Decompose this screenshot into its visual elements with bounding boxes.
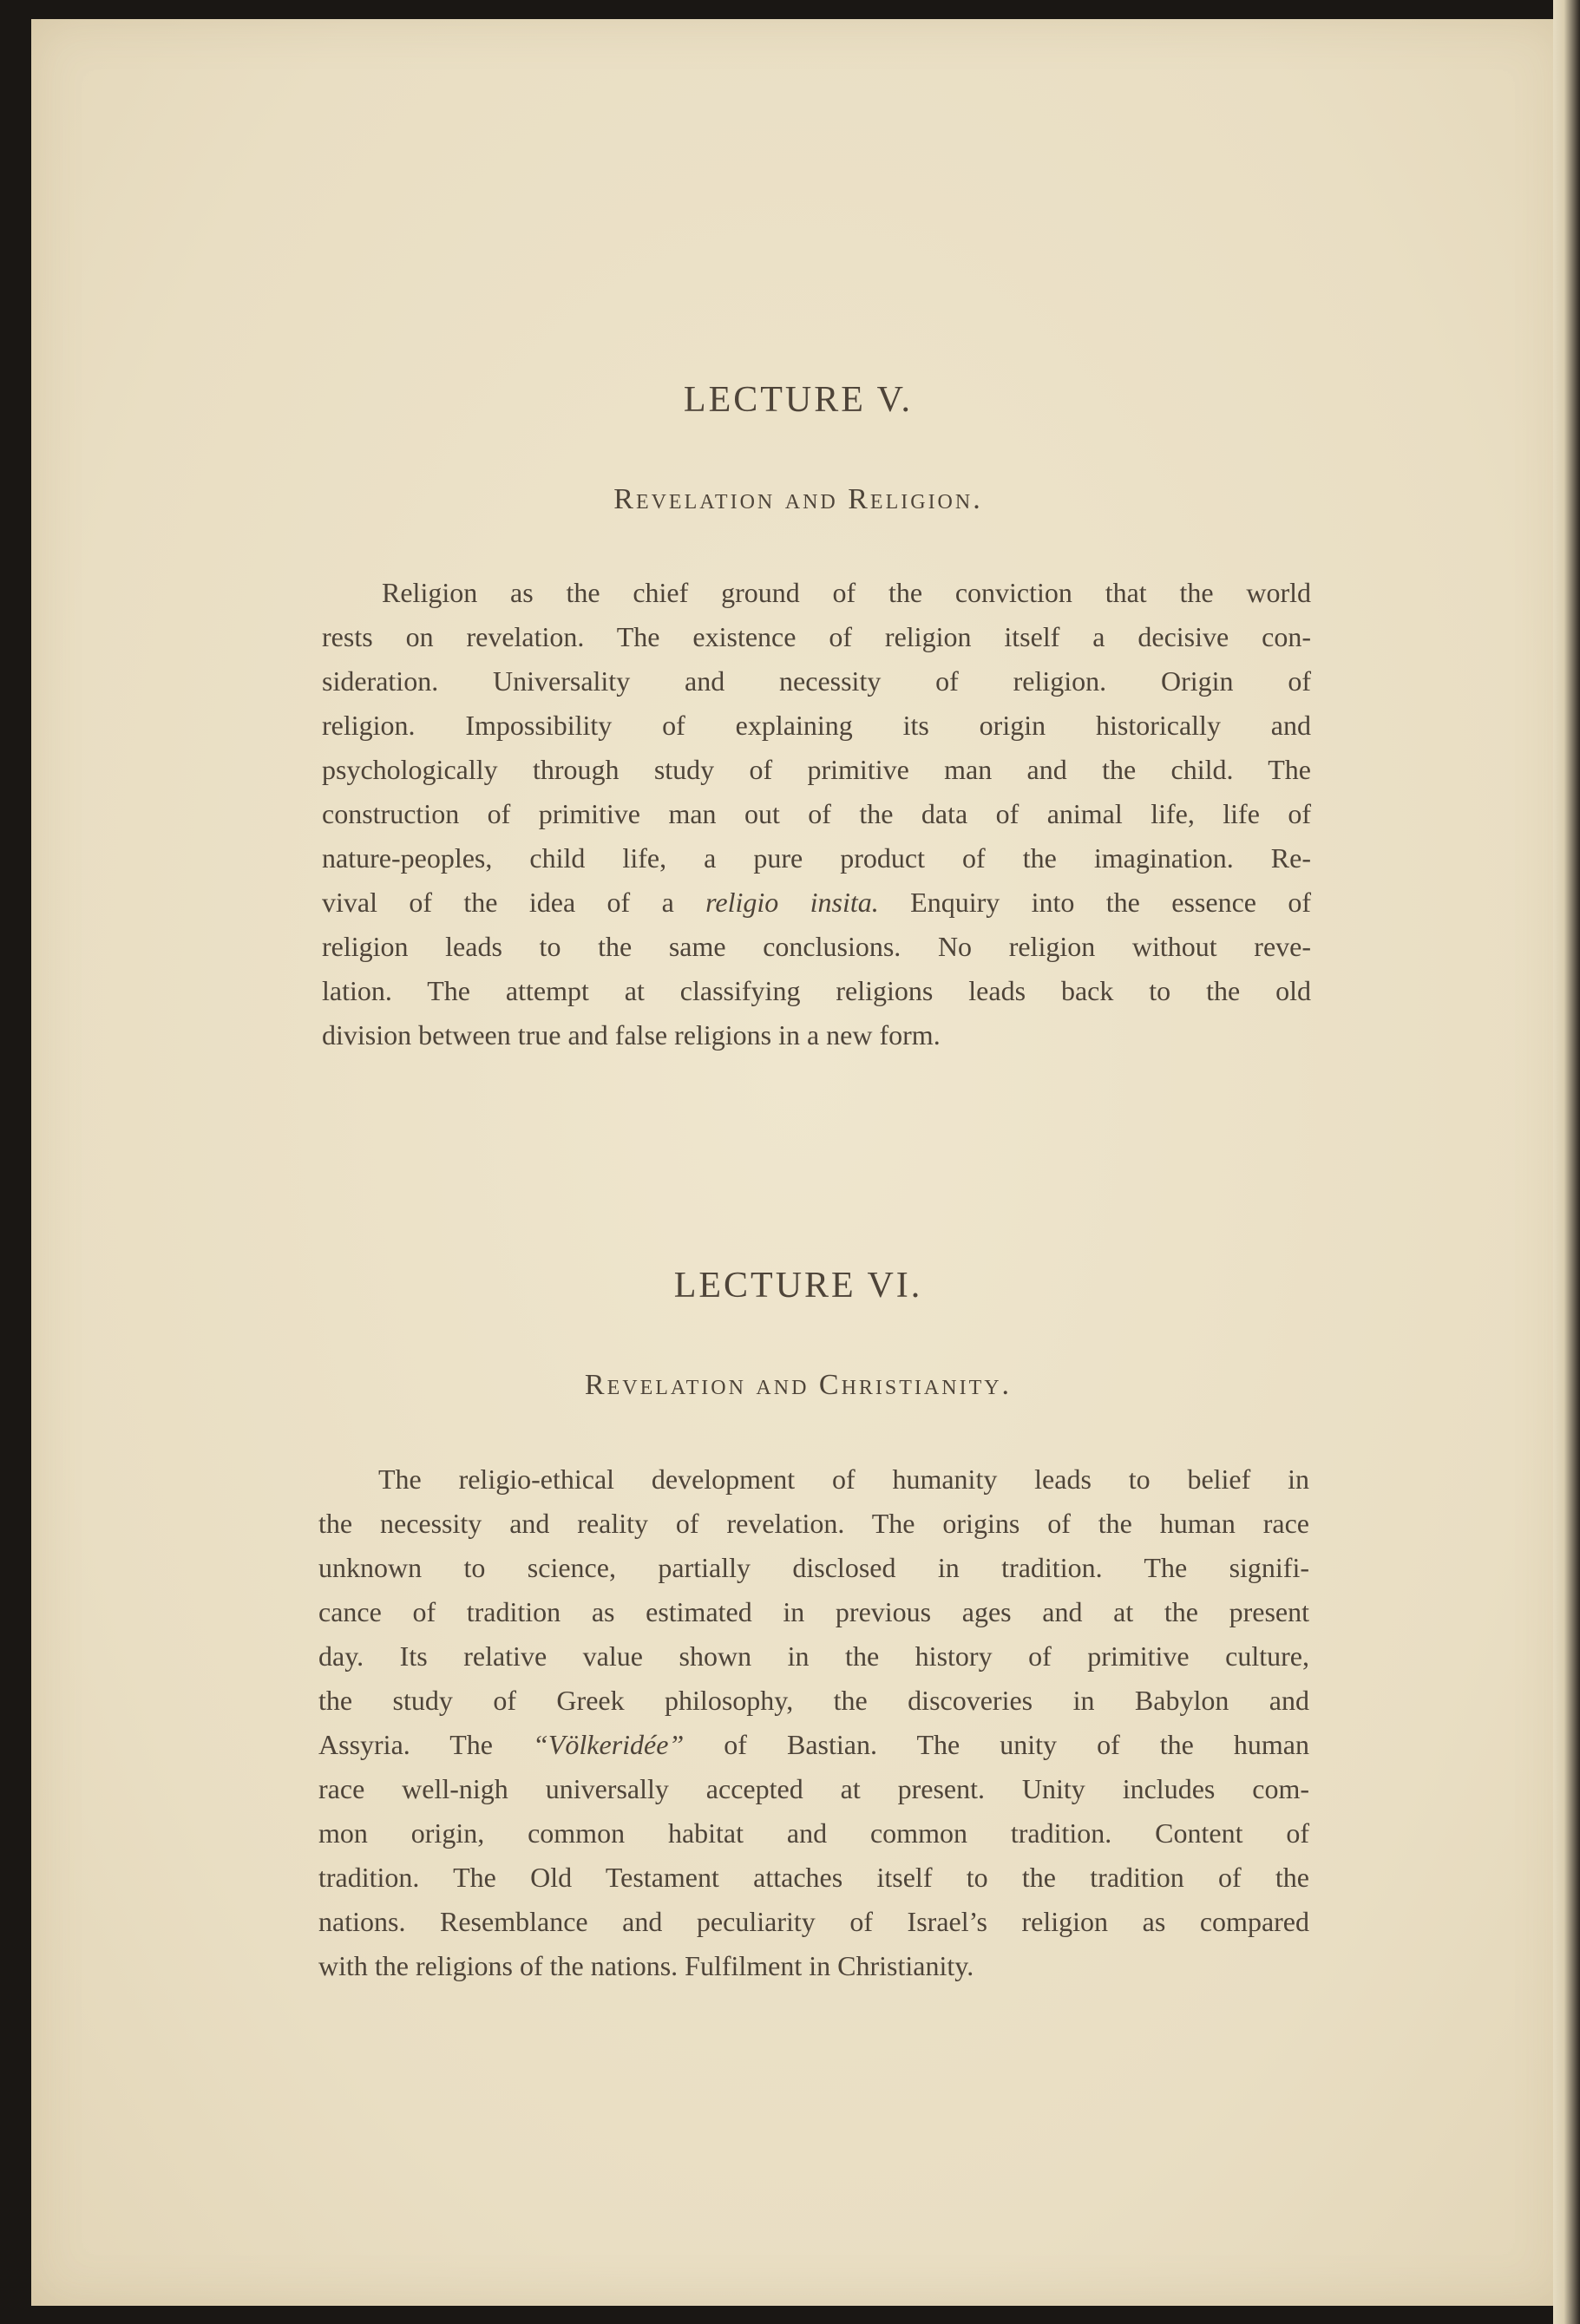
text-line: The religio-ethical development of humanity leads to belief in: [378, 1463, 1309, 1495]
page-edge: [1553, 0, 1580, 2324]
lecture-vi-subtitle: Revelation and Christianity.: [584, 1369, 1013, 1401]
text-line: Religion as the chief ground of the conviction that the world: [382, 577, 1311, 608]
text-line: day. Its relative value shown in the history of primitive culture,: [318, 1640, 1309, 1672]
text-line: religion. Impossibility of explaining its origin historically and: [322, 710, 1311, 741]
latin-phrase: religio insita.: [705, 887, 879, 918]
text-line: religion leads to the same conclusions. No religion without reve-: [322, 931, 1311, 962]
text-line: vival of the idea of a religio insita. Enquiry into the essence of: [322, 887, 1311, 918]
text-line: tradition. The Old Testament attaches itself to the tradition of the: [318, 1862, 1309, 1893]
document-page: [31, 19, 1565, 2306]
text-line: the study of Greek philosophy, the discoveries in Babylon and: [318, 1685, 1309, 1716]
text-line: Assyria. The “Völkeridée” of Bastian. The unity of the human: [318, 1729, 1310, 1760]
text-line: cance of tradition as estimated in previous ages and at the present: [318, 1596, 1309, 1627]
lecture-v-subtitle: Revelation and Religion.: [613, 483, 983, 515]
lecture-v-summary: [322, 571, 1311, 1057]
text-line: the necessity and reality of revelation. The origins of the human race: [318, 1508, 1309, 1539]
text-line: sideration. Universality and necessity of religion. Origin of: [322, 665, 1311, 697]
text-line: mon origin, common habitat and common tradition. Content of: [318, 1817, 1309, 1849]
text-line: construction of primitive man out of the data of animal life, life of: [322, 798, 1311, 829]
text-line: with the religions of the nations. Fulfilment in Christianity.: [318, 1950, 974, 1981]
german-phrase: “Völkeridée”: [533, 1729, 685, 1760]
text-line: division between true and false religions in a new form.: [322, 1019, 941, 1051]
lecture-vi-summary: [318, 1457, 1309, 1988]
lecture-v-title: LECTURE V.: [683, 380, 914, 420]
text-line: lation. The attempt at classifying religions leads back to the old: [322, 975, 1311, 1006]
text-line: race well-nigh universally accepted at present. Unity includes com-: [318, 1773, 1309, 1804]
text-line: psychologically through study of primitive man and the child. The: [322, 754, 1311, 785]
text-line: unknown to science, partially disclosed in tradition. The signifi-: [318, 1552, 1309, 1583]
text-line: nations. Resemblance and peculiarity of Israel’s religion as compared: [318, 1906, 1309, 1937]
text-line: nature-peoples, child life, a pure product of the imagination. Re-: [322, 842, 1311, 874]
text-line: rests on revelation. The existence of religion itself a decisive con-: [322, 621, 1311, 652]
lecture-vi-title: LECTURE VI.: [673, 1266, 923, 1306]
